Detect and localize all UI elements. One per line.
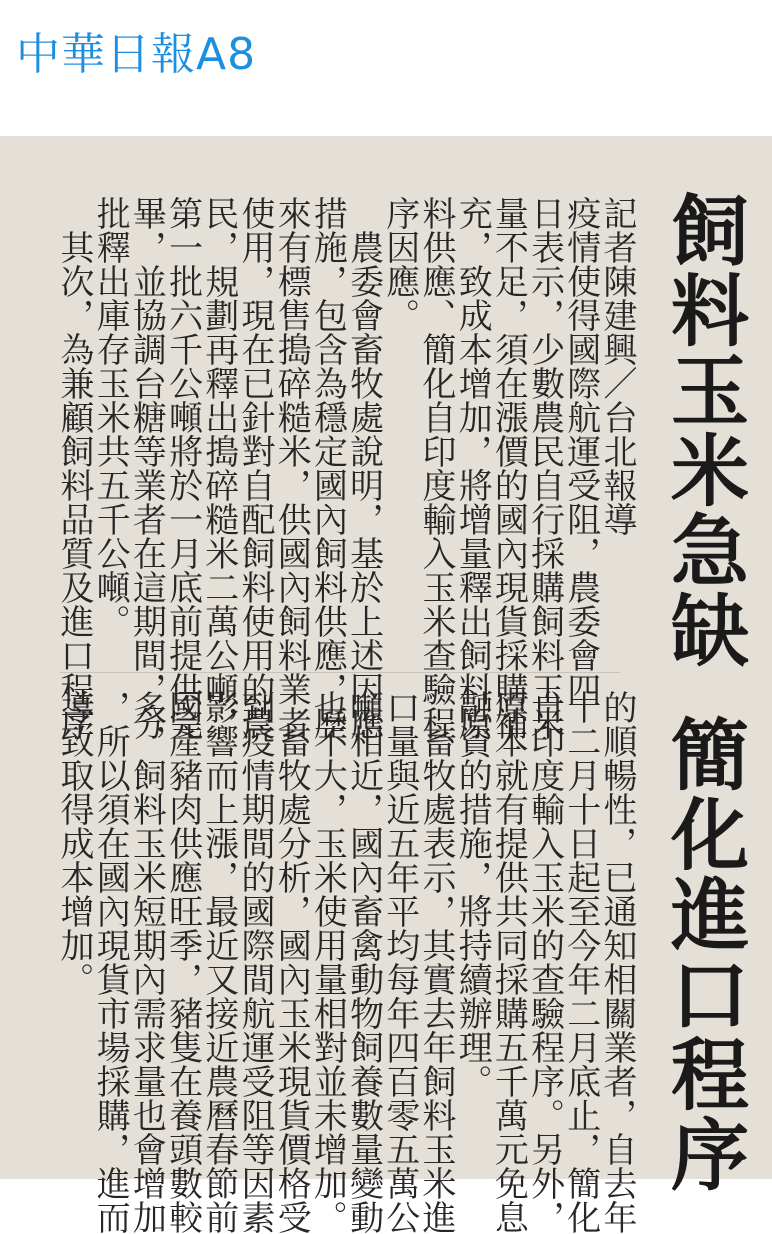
article-headline [658, 190, 749, 1194]
article-column-lower: 口量與近五年平均每年四百零五萬公 [379, 690, 420, 1234]
article-column-lower: 原本就有提供共同採購五千萬元免息 [488, 690, 529, 1234]
article-column-lower: 畜牧處分析，國內玉米現貨價格受 [271, 690, 312, 1234]
article-column-lower: 到疫情期間的國際間航運受阻等因素 [235, 690, 275, 1234]
article-column-upper: 批釋出庫存玉米共五千公噸。 [90, 196, 131, 638]
headline-part-2: 簡化進口程序 [658, 714, 749, 1194]
article-column-upper: 畢，並協調台糖等業者在這期間，分 [126, 196, 167, 740]
article-column-lower: 多，飼料玉米短期內需求量也會增加 [126, 690, 167, 1234]
article-column-upper: 記者陳建興／台北報導 [597, 196, 637, 536]
article-column-lower: 的順暢性，已通知相關業者，自去年 [597, 690, 637, 1234]
article-column-lower: 也不大，玉米使用量相對並未增加。 [307, 690, 348, 1234]
article-column-lower: 導致取得成本增加。 [54, 690, 94, 996]
article-column-upper: 來有標售搗碎糙米，供國內飼料業者 [271, 196, 312, 740]
article-column-upper: 農委會畜牧處說明，基於上述因應 [343, 196, 384, 740]
article-column-lower: ，所以須在國內現貨市場採購，進而 [90, 690, 131, 1234]
article-column-upper: 使用，現在已針對自配飼料使用的農 [235, 196, 275, 740]
article-column-upper: 疫情使得國際航運受阻，農委會四 [560, 196, 601, 706]
article-column-lower: 融資的措施，將持續辦理。 [452, 690, 493, 1098]
article-column-upper: 第一批六千公噸將於一月底前提供完 [162, 196, 203, 740]
article-column-upper: 其次，為兼顧飼料品質及進口程序 [54, 196, 94, 740]
headline-part-1: 飼料玉米急缺 [658, 190, 749, 670]
article-column-upper: 民，規劃再釋出搗碎糙米二萬公噸， [198, 196, 239, 740]
article-column-lower: 國產豬肉供應旺季，豬隻在養頭數較 [162, 690, 203, 1234]
article-column-lower: 畜牧處表示，其實去年飼料玉米進 [416, 690, 456, 1234]
article-column-lower: 噸相近，國內畜禽動物飼養數量變動 [343, 690, 384, 1234]
article-column-lower: 自印度輸入玉米的查驗程序。另外， [524, 690, 565, 1234]
article-column-upper: 量不足，須在漲價的國內現貨採購補 [488, 196, 529, 740]
article-column-upper: 充，致成本增加，將增量釋出飼料原 [452, 196, 493, 740]
article-column-upper: 料供應、簡化自印度輸入玉米查驗程 [416, 196, 456, 740]
article-column-upper: 日表示，少數農民自行採購飼料玉米 [524, 196, 565, 740]
source-label: 中華日報A8 [16, 29, 257, 80]
article-column-upper: 序因應。 [379, 196, 420, 332]
article-column-upper: 措施，包含為穩定國內飼料供應，歷 [307, 196, 348, 740]
article-column-lower: 十二月十日起至今年二月底止，簡化 [560, 690, 601, 1234]
article-column-lower: 影響而上漲，最近又接近農曆春節前 [198, 690, 239, 1234]
